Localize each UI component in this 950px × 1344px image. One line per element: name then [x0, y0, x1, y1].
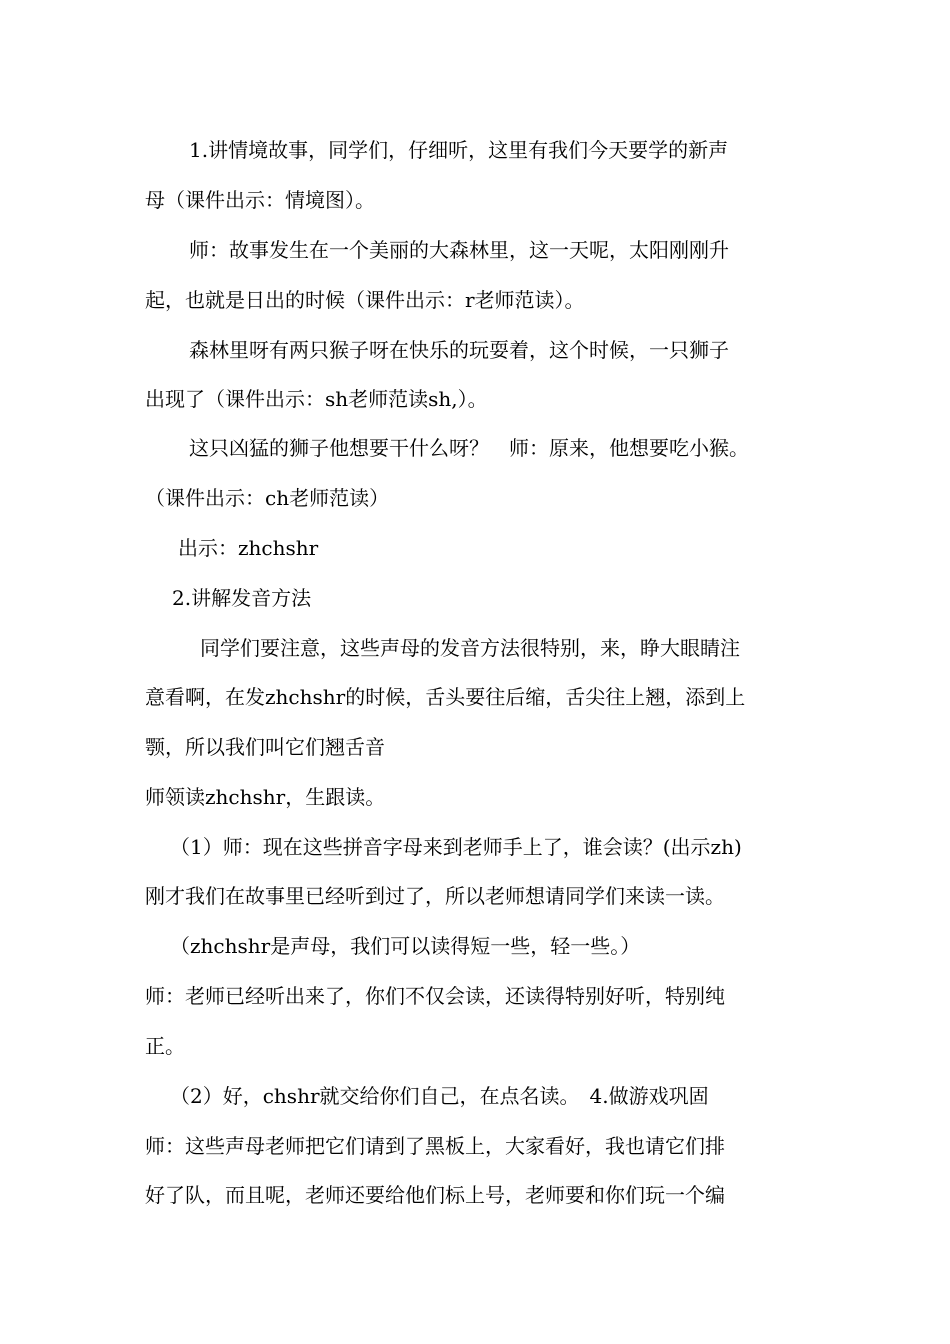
text-line-15: （1）师：现在这些拼音字母来到老师手上了，谁会读？(出示zh)	[170, 835, 742, 859]
text-line-6: 出现了（课件出示：sh老师范读sh,）。	[145, 387, 488, 411]
text-line-3: 师：故事发生在一个美丽的大森林里，这一天呢，太阳刚刚升	[189, 238, 729, 262]
text-line-16: 刚才我们在故事里已经听到过了，所以老师想请同学们来读一读。	[145, 884, 725, 908]
text-line-22: 好了队，而且呢，老师还要给他们标上号，老师要和你们玩一个编	[145, 1183, 725, 1207]
text-line-9: 出示：zhchshr	[178, 536, 319, 560]
text-line-2: 母（课件出示：情境图）。	[145, 188, 375, 212]
text-line-12: 意看啊，在发zhchshr的时候，舌头要往后缩，舌尖往上翘，添到上	[145, 685, 746, 709]
text-line-13: 颚，所以我们叫它们翘舌音	[145, 735, 385, 759]
text-line-10: 2.讲解发音方法	[172, 586, 312, 610]
text-line-1: 1.讲情境故事，同学们，仔细听，这里有我们今天要学的新声	[189, 138, 729, 162]
text-line-17: （zhchshr是声母，我们可以读得短一些，轻一些。）	[170, 934, 641, 958]
text-line-8: （课件出示：ch老师范读）	[145, 486, 390, 510]
text-line-18: 师：老师已经听出来了，你们不仅会读，还读得特别好听，特别纯	[145, 984, 725, 1008]
text-line-7: 这只凶猛的狮子他想要干什么呀？ 师：原来，他想要吃小猴。	[189, 436, 749, 460]
text-line-5: 森林里呀有两只猴子呀在快乐的玩耍着，这个时候，一只狮子	[189, 338, 729, 362]
text-line-11: 同学们要注意，这些声母的发音方法很特别，来，睁大眼睛注	[200, 636, 740, 660]
text-line-14: 师领读zhchshr，生跟读。	[145, 785, 386, 809]
text-line-19: 正。	[145, 1034, 185, 1058]
text-line-21: 师：这些声母老师把它们请到了黑板上，大家看好，我也请它们排	[145, 1134, 725, 1158]
text-line-4: 起，也就是日出的时候（课件出示：r老师范读）。	[145, 288, 585, 312]
text-line-20: （2）好，chshr就交给你们自己，在点名读。 4.做游戏巩固	[170, 1084, 709, 1108]
